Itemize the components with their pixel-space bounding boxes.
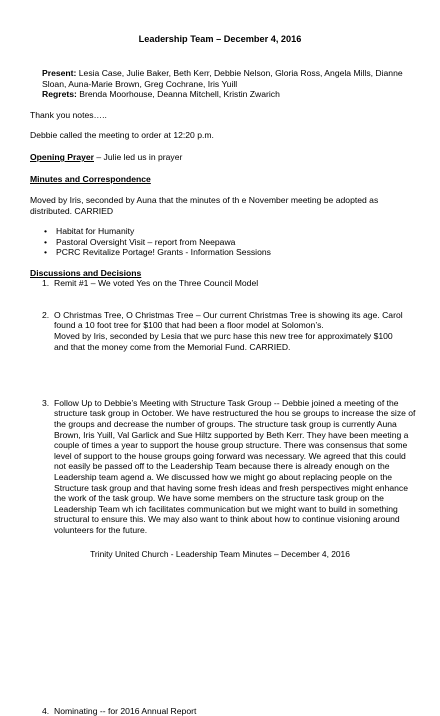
minutes-heading: Minutes and Correspondence: [30, 174, 410, 185]
item-text: Nominating -- for 2016 Annual Report: [54, 706, 196, 716]
list-item: • Habitat for Humanity: [42, 226, 422, 237]
item-text: Remit #1 – We voted Yes on the Three Council Model: [54, 278, 258, 288]
opening-prayer-text: – Julie led us in prayer: [94, 152, 182, 162]
call-to-order: Debbie called the meeting to order at 12:20 p.m.: [30, 130, 410, 141]
discussion-item-2: [42, 310, 416, 331]
present-label: Present:: [42, 68, 76, 78]
discussion-item-3: [42, 398, 416, 536]
item-text: Moved by Iris, seconded by Lesia that we purc hase this new tree for approximately $100 and that the money come from the Memorial Fund. CARRIED.: [54, 331, 393, 352]
list-item: • PCRC Revitalize Portage! Grants - Information Sessions: [42, 247, 422, 258]
present-names: Lesia Case, Julie Baker, Beth Kerr, Debbie Nelson, Gloria Ross, Angela Mills, Dianne Sloan, Auna-Marie Brown, Greg Cochrane, Iris Yuill: [42, 68, 403, 89]
item-number: 3.: [42, 398, 49, 409]
opening-prayer-heading: Opening Prayer: [30, 152, 94, 162]
present-line: [42, 68, 412, 89]
item-text: O Christmas Tree, O Christmas Tree – Our current Christmas Tree is showing its age. Carol found a 10 foot tree for $100 that had been a floor model at Solomon’s.: [54, 310, 403, 331]
minutes-motion: Moved by Iris, seconded by Auna that the minutes of th e November meeting be adopted as distributed. CARRIED: [30, 195, 390, 216]
regrets-line: [42, 89, 412, 100]
regrets-names: Brenda Moorhouse, Deanna Mitchell, Kristin Zwarich: [79, 89, 280, 99]
regrets-label: Regrets:: [42, 89, 77, 99]
page-title: Leadership Team – December 4, 2016: [0, 34, 440, 45]
item-text: Follow Up to Debbie’s Meeting with Structure Task Group -- Debbie joined a meeting of the structure task group in October. We have restructured the hou se groups to increase the size of the groups and decrease the number of groups. The structure task group is currently Auna Brown, Iris Yuill, Val Garlick and Sue Hiltz supported by Beth Kerr. They have been meeting a couple of times a year to support the house group structure. There was consensus that some level of support to the house groups going forward was necessary. We agreed that this could not easily be passed off to the Leadership Team because there is already enough on the Leadership team agend a. We discussed how we might go about replacing people on the Structure task group and that having some fresh ideas and fresh perspectives might enhance the work of the task group. We have some members on the structure task group on the Leadership Team wh ich facilitates communication but we might want to build in something structural to ensure this. We may also want to think about how to continue visioning around volunteers for the future.: [54, 398, 415, 535]
thank-you-note: Thank you notes…..: [30, 110, 410, 121]
correspondence-list: [42, 226, 422, 258]
opening-prayer: [30, 152, 410, 163]
page-footer: Trinity United Church - Leadership Team Minutes – December 4, 2016: [0, 549, 440, 560]
attendance-block: [42, 68, 412, 100]
list-item: • Pastoral Oversight Visit – report from Neepawa: [42, 237, 422, 248]
item-number: 2.: [42, 310, 49, 321]
tree-motion: [54, 331, 404, 352]
item-number: 1.: [42, 278, 49, 289]
discussion-item-4: [42, 706, 414, 716]
item-number: 4.: [42, 706, 49, 716]
discussions-heading: Discussions and Decisions: [30, 268, 410, 279]
discussion-item-1: [42, 278, 414, 289]
